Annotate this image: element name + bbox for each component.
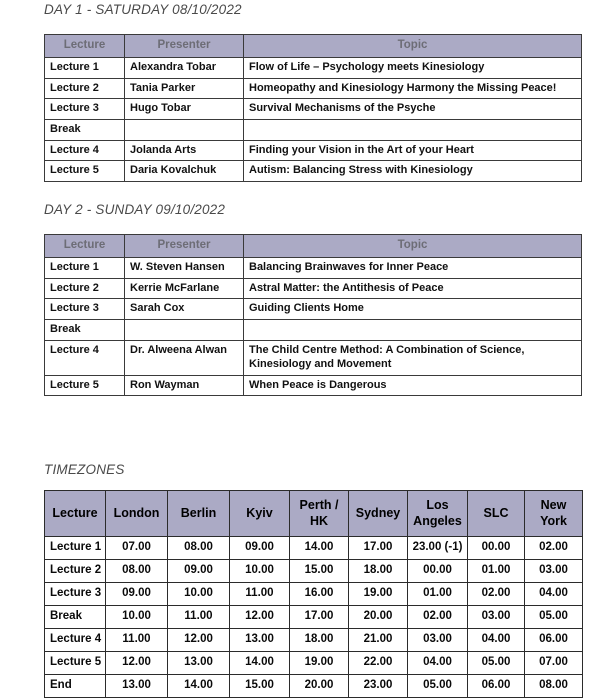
cell-lecture: Break [45,119,125,140]
cell-lecture: Lecture 3 [45,299,125,320]
cell-lecture: Lecture 3 [45,99,125,120]
cell-presenter: Hugo Tobar [125,99,244,120]
timezones-table [44,490,583,698]
column-header-presenter: Presenter [125,235,244,258]
cell-presenter [125,319,244,340]
column-header-kyiv: Kyiv [230,491,290,537]
cell-new-york: 07.00 [525,652,583,675]
cell-lecture: Lecture 2 [45,78,125,99]
cell-new-york: 03.00 [525,560,583,583]
cell-kyiv: 15.00 [230,675,290,698]
cell-berlin: 14.00 [168,675,230,698]
cell-los-angeles: 01.00 [408,583,468,606]
cell-perth-hk: 18.00 [290,629,349,652]
column-header-new-york: New York [525,491,583,537]
cell-berlin: 13.00 [168,652,230,675]
cell-berlin: 08.00 [168,537,230,560]
cell-london: 12.00 [106,652,168,675]
cell-topic: Finding your Vision in the Art of your Heart [244,140,582,161]
column-header-lecture: Lecture [45,35,125,58]
column-header-slc: SLC [468,491,525,537]
cell-new-york: 02.00 [525,537,583,560]
table-header-row [45,491,583,537]
table-header-row [45,235,582,258]
day1-section [44,2,242,17]
cell-presenter: Dr. Alweena Alwan [125,340,244,375]
cell-sydney: 17.00 [349,537,408,560]
cell-topic: When Peace is Dangerous [244,375,582,396]
cell-perth-hk: 17.00 [290,606,349,629]
cell-berlin: 10.00 [168,583,230,606]
cell-london: 10.00 [106,606,168,629]
cell-presenter: Daria Kovalchuk [125,161,244,182]
cell-sydney: 21.00 [349,629,408,652]
cell-lecture: Lecture 4 [45,340,125,375]
cell-berlin: 11.00 [168,606,230,629]
cell-lecture: Lecture 1 [45,258,125,279]
day2-table-wrapper [44,234,582,396]
cell-los-angeles: 03.00 [408,629,468,652]
cell-los-angeles: 05.00 [408,675,468,698]
cell-kyiv: 09.00 [230,537,290,560]
day2-schedule-table [44,234,582,396]
cell-berlin: 09.00 [168,560,230,583]
cell-topic: Astral Matter: the Antithesis of Peace [244,278,582,299]
cell-new-york: 05.00 [525,606,583,629]
cell-topic: Autism: Balancing Stress with Kinesiology [244,161,582,182]
cell-slc: 01.00 [468,560,525,583]
cell-los-angeles: 23.00 (-1) [408,537,468,560]
cell-kyiv: 14.00 [230,652,290,675]
cell-topic: Balancing Brainwaves for Inner Peace [244,258,582,279]
table-row [45,99,582,120]
table-row [45,140,582,161]
table-row [45,560,583,583]
day2-title: DAY 2 - SUNDAY 09/10/2022 [44,202,226,217]
cell-topic [244,319,582,340]
cell-new-york: 06.00 [525,629,583,652]
cell-perth-hk: 14.00 [290,537,349,560]
cell-topic: Guiding Clients Home [244,299,582,320]
cell-lecture: Break [45,606,106,629]
cell-lecture: Lecture 3 [45,583,106,606]
cell-new-york: 04.00 [525,583,583,606]
cell-lecture: Lecture 5 [45,161,125,182]
table-row [45,652,583,675]
table-row [45,629,583,652]
column-header-lecture: Lecture [45,235,125,258]
table-row [45,375,582,396]
cell-lecture: Lecture 1 [45,58,125,79]
cell-lecture: Lecture 4 [45,140,125,161]
cell-sydney: 22.00 [349,652,408,675]
day1-table-wrapper [44,34,582,182]
table-row [45,299,582,320]
table-row [45,583,583,606]
table-row [45,340,582,375]
timezones-section [44,462,125,477]
cell-london: 08.00 [106,560,168,583]
table-row [45,537,583,560]
column-header-topic: Topic [244,235,582,258]
column-header-los-angeles: Los Angeles [408,491,468,537]
cell-lecture: End [45,675,106,698]
column-header-lecture: Lecture [45,491,106,537]
cell-presenter [125,119,244,140]
cell-presenter: Jolanda Arts [125,140,244,161]
cell-kyiv: 10.00 [230,560,290,583]
cell-topic: The Child Centre Method: A Combination of Science, Kinesiology and Movement [244,340,582,375]
cell-london: 11.00 [106,629,168,652]
cell-topic [244,119,582,140]
cell-lecture: Lecture 5 [45,652,106,675]
day1-schedule-table [44,34,582,182]
cell-perth-hk: 19.00 [290,652,349,675]
cell-los-angeles: 00.00 [408,560,468,583]
table-row-break [45,606,583,629]
table-row-end [45,675,583,698]
cell-lecture: Lecture 4 [45,629,106,652]
table-row-break [45,319,582,340]
cell-slc: 02.00 [468,583,525,606]
column-header-london: London [106,491,168,537]
table-row-break [45,119,582,140]
cell-sydney: 18.00 [349,560,408,583]
cell-sydney: 19.00 [349,583,408,606]
table-row [45,161,582,182]
timezones-table-wrapper [44,490,583,698]
cell-lecture: Lecture 5 [45,375,125,396]
cell-perth-hk: 20.00 [290,675,349,698]
cell-lecture: Lecture 1 [45,537,106,560]
table-row [45,278,582,299]
column-header-presenter: Presenter [125,35,244,58]
cell-slc: 04.00 [468,629,525,652]
cell-presenter: Alexandra Tobar [125,58,244,79]
cell-perth-hk: 16.00 [290,583,349,606]
cell-presenter: Ron Wayman [125,375,244,396]
cell-berlin: 12.00 [168,629,230,652]
cell-los-angeles: 04.00 [408,652,468,675]
column-header-sydney: Sydney [349,491,408,537]
day1-title: DAY 1 - SATURDAY 08/10/2022 [44,2,242,17]
table-row [45,78,582,99]
cell-slc: 03.00 [468,606,525,629]
cell-los-angeles: 02.00 [408,606,468,629]
cell-slc: 05.00 [468,652,525,675]
cell-london: 13.00 [106,675,168,698]
column-header-perth-hk: Perth / HK [290,491,349,537]
cell-slc: 06.00 [468,675,525,698]
cell-lecture: Break [45,319,125,340]
cell-slc: 00.00 [468,537,525,560]
column-header-topic: Topic [244,35,582,58]
table-row [45,258,582,279]
cell-topic: Homeopathy and Kinesiology Harmony the Missing Peace! [244,78,582,99]
cell-presenter: Tania Parker [125,78,244,99]
cell-presenter: Kerrie McFarlane [125,278,244,299]
day2-section [44,202,225,217]
cell-presenter: W. Steven Hansen [125,258,244,279]
cell-lecture: Lecture 2 [45,278,125,299]
cell-new-york: 08.00 [525,675,583,698]
table-row [45,58,582,79]
cell-kyiv: 12.00 [230,606,290,629]
column-header-berlin: Berlin [168,491,230,537]
cell-sydney: 20.00 [349,606,408,629]
timezones-title: TIMEZONES [44,462,125,477]
cell-perth-hk: 15.00 [290,560,349,583]
cell-london: 07.00 [106,537,168,560]
cell-topic: Flow of Life – Psychology meets Kinesiology [244,58,582,79]
cell-sydney: 23.00 [349,675,408,698]
cell-lecture: Lecture 2 [45,560,106,583]
cell-kyiv: 11.00 [230,583,290,606]
cell-kyiv: 13.00 [230,629,290,652]
cell-london: 09.00 [106,583,168,606]
cell-presenter: Sarah Cox [125,299,244,320]
table-header-row [45,35,582,58]
cell-topic: Survival Mechanisms of the Psyche [244,99,582,120]
